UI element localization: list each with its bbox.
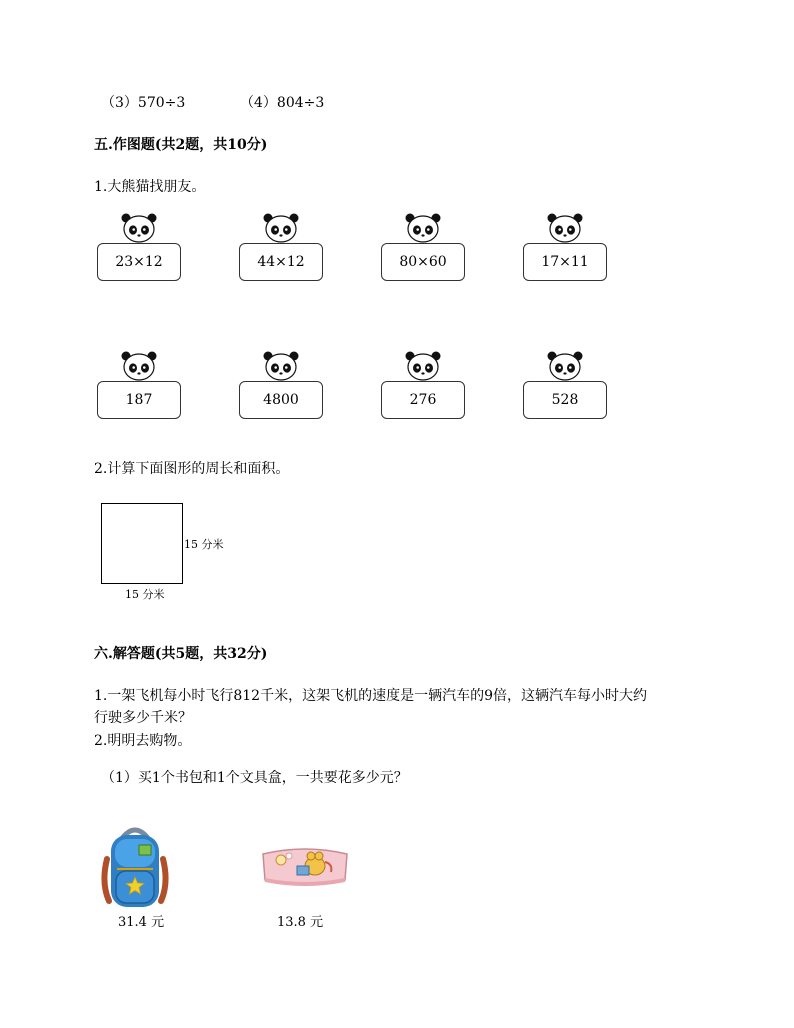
expression-card: 23×12 xyxy=(97,243,181,281)
expression-card: 44×12 xyxy=(239,243,323,281)
panda-icon xyxy=(121,351,157,381)
section6-heading: 六.解答题(共5题，共32分) xyxy=(94,646,268,662)
answer-card: 528 xyxy=(523,381,607,419)
panda-icon xyxy=(263,351,299,381)
side-length-bottom: 15 分米 xyxy=(125,588,165,601)
expression-card: 17×11 xyxy=(523,243,607,281)
section5-question-1: 1.大熊猫找朋友。 xyxy=(94,179,206,195)
panda-icon xyxy=(405,213,441,243)
problem-4: （4）804÷3 xyxy=(240,95,325,111)
section5-heading: 五.作图题(共2题，共10分) xyxy=(94,137,268,153)
pencil-case-icon xyxy=(259,842,351,890)
section5-question-2: 2.计算下面图形的周长和面积。 xyxy=(94,461,290,477)
panda-icon xyxy=(405,351,441,381)
section6-question-1-line2: 行驶多少千米？ xyxy=(94,710,192,726)
panda-icon xyxy=(547,213,583,243)
pencil-case-price: 13.8 元 xyxy=(277,915,324,930)
expression-card: 80×60 xyxy=(381,243,465,281)
problem-3: （3）570÷3 xyxy=(101,95,186,111)
answer-card: 187 xyxy=(97,381,181,419)
section6-question-2: 2.明明去购物。 xyxy=(94,733,192,749)
section6-question-1-line1: 1.一架飞机每小时飞行812千米，这架飞机的速度是一辆汽车的9倍，这辆汽车每小时大约 xyxy=(94,688,647,704)
panda-icon xyxy=(263,213,299,243)
answer-card: 276 xyxy=(381,381,465,419)
backpack-price: 31.4 元 xyxy=(118,915,165,930)
side-length-right: 15 分米 xyxy=(184,538,224,551)
square-figure xyxy=(101,503,183,584)
panda-icon xyxy=(547,351,583,381)
backpack-icon xyxy=(101,825,169,911)
section6-question-2-sub1: （1）买1个书包和1个文具盒，一共要花多少元？ xyxy=(101,770,408,786)
panda-icon xyxy=(121,213,157,243)
answer-card: 4800 xyxy=(239,381,323,419)
